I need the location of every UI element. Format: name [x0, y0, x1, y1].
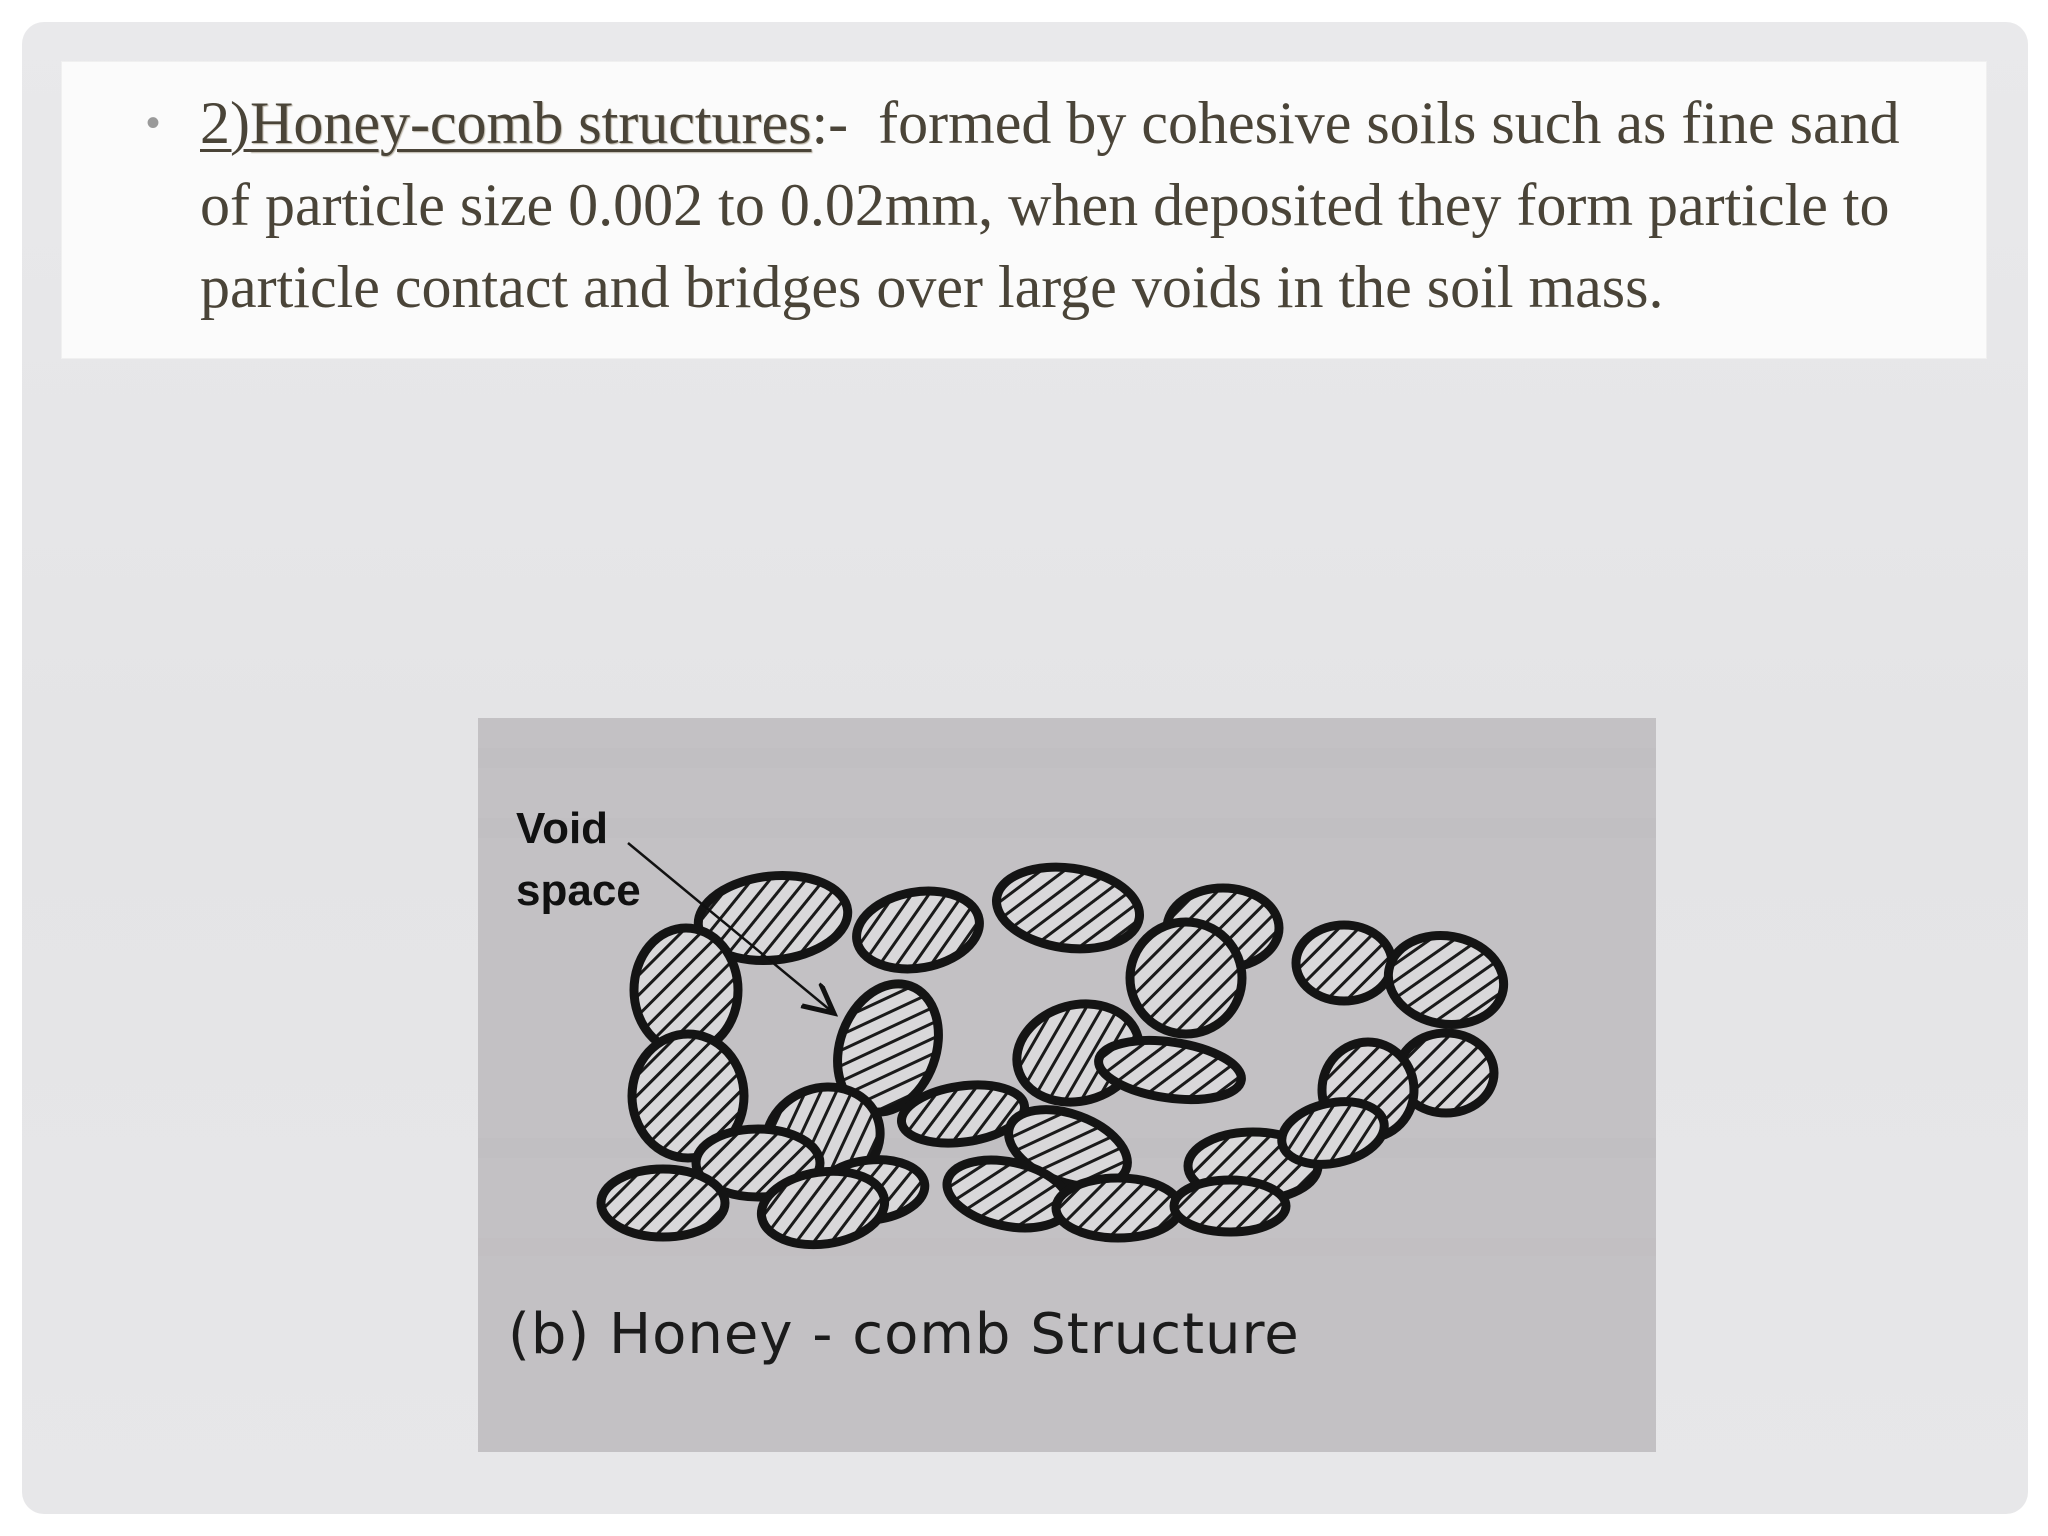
void-space-label	[516, 798, 641, 922]
bullet-heading: Honey-comb structures	[249, 90, 812, 156]
figure-caption: (b) Honey - comb Structure	[508, 1302, 1300, 1367]
bullet-number: 2)	[200, 90, 250, 156]
void-label-line1: Void	[516, 804, 609, 853]
void-label-line2: space	[516, 866, 641, 915]
honeycomb-figure	[478, 718, 1656, 1452]
bullet-dot-icon: •	[146, 101, 161, 145]
bullet-separator: :-	[811, 90, 849, 156]
bullet-body: formed by cohesive soils such as fine sand of particle size 0.002 to 0.02mm, when deposited they form particle to particle contact and bridges over large voids in the soil mass.	[200, 90, 1900, 320]
bullet-paragraph	[148, 82, 1908, 328]
particle-cluster	[601, 858, 1511, 1252]
bullet-text	[200, 82, 1908, 328]
